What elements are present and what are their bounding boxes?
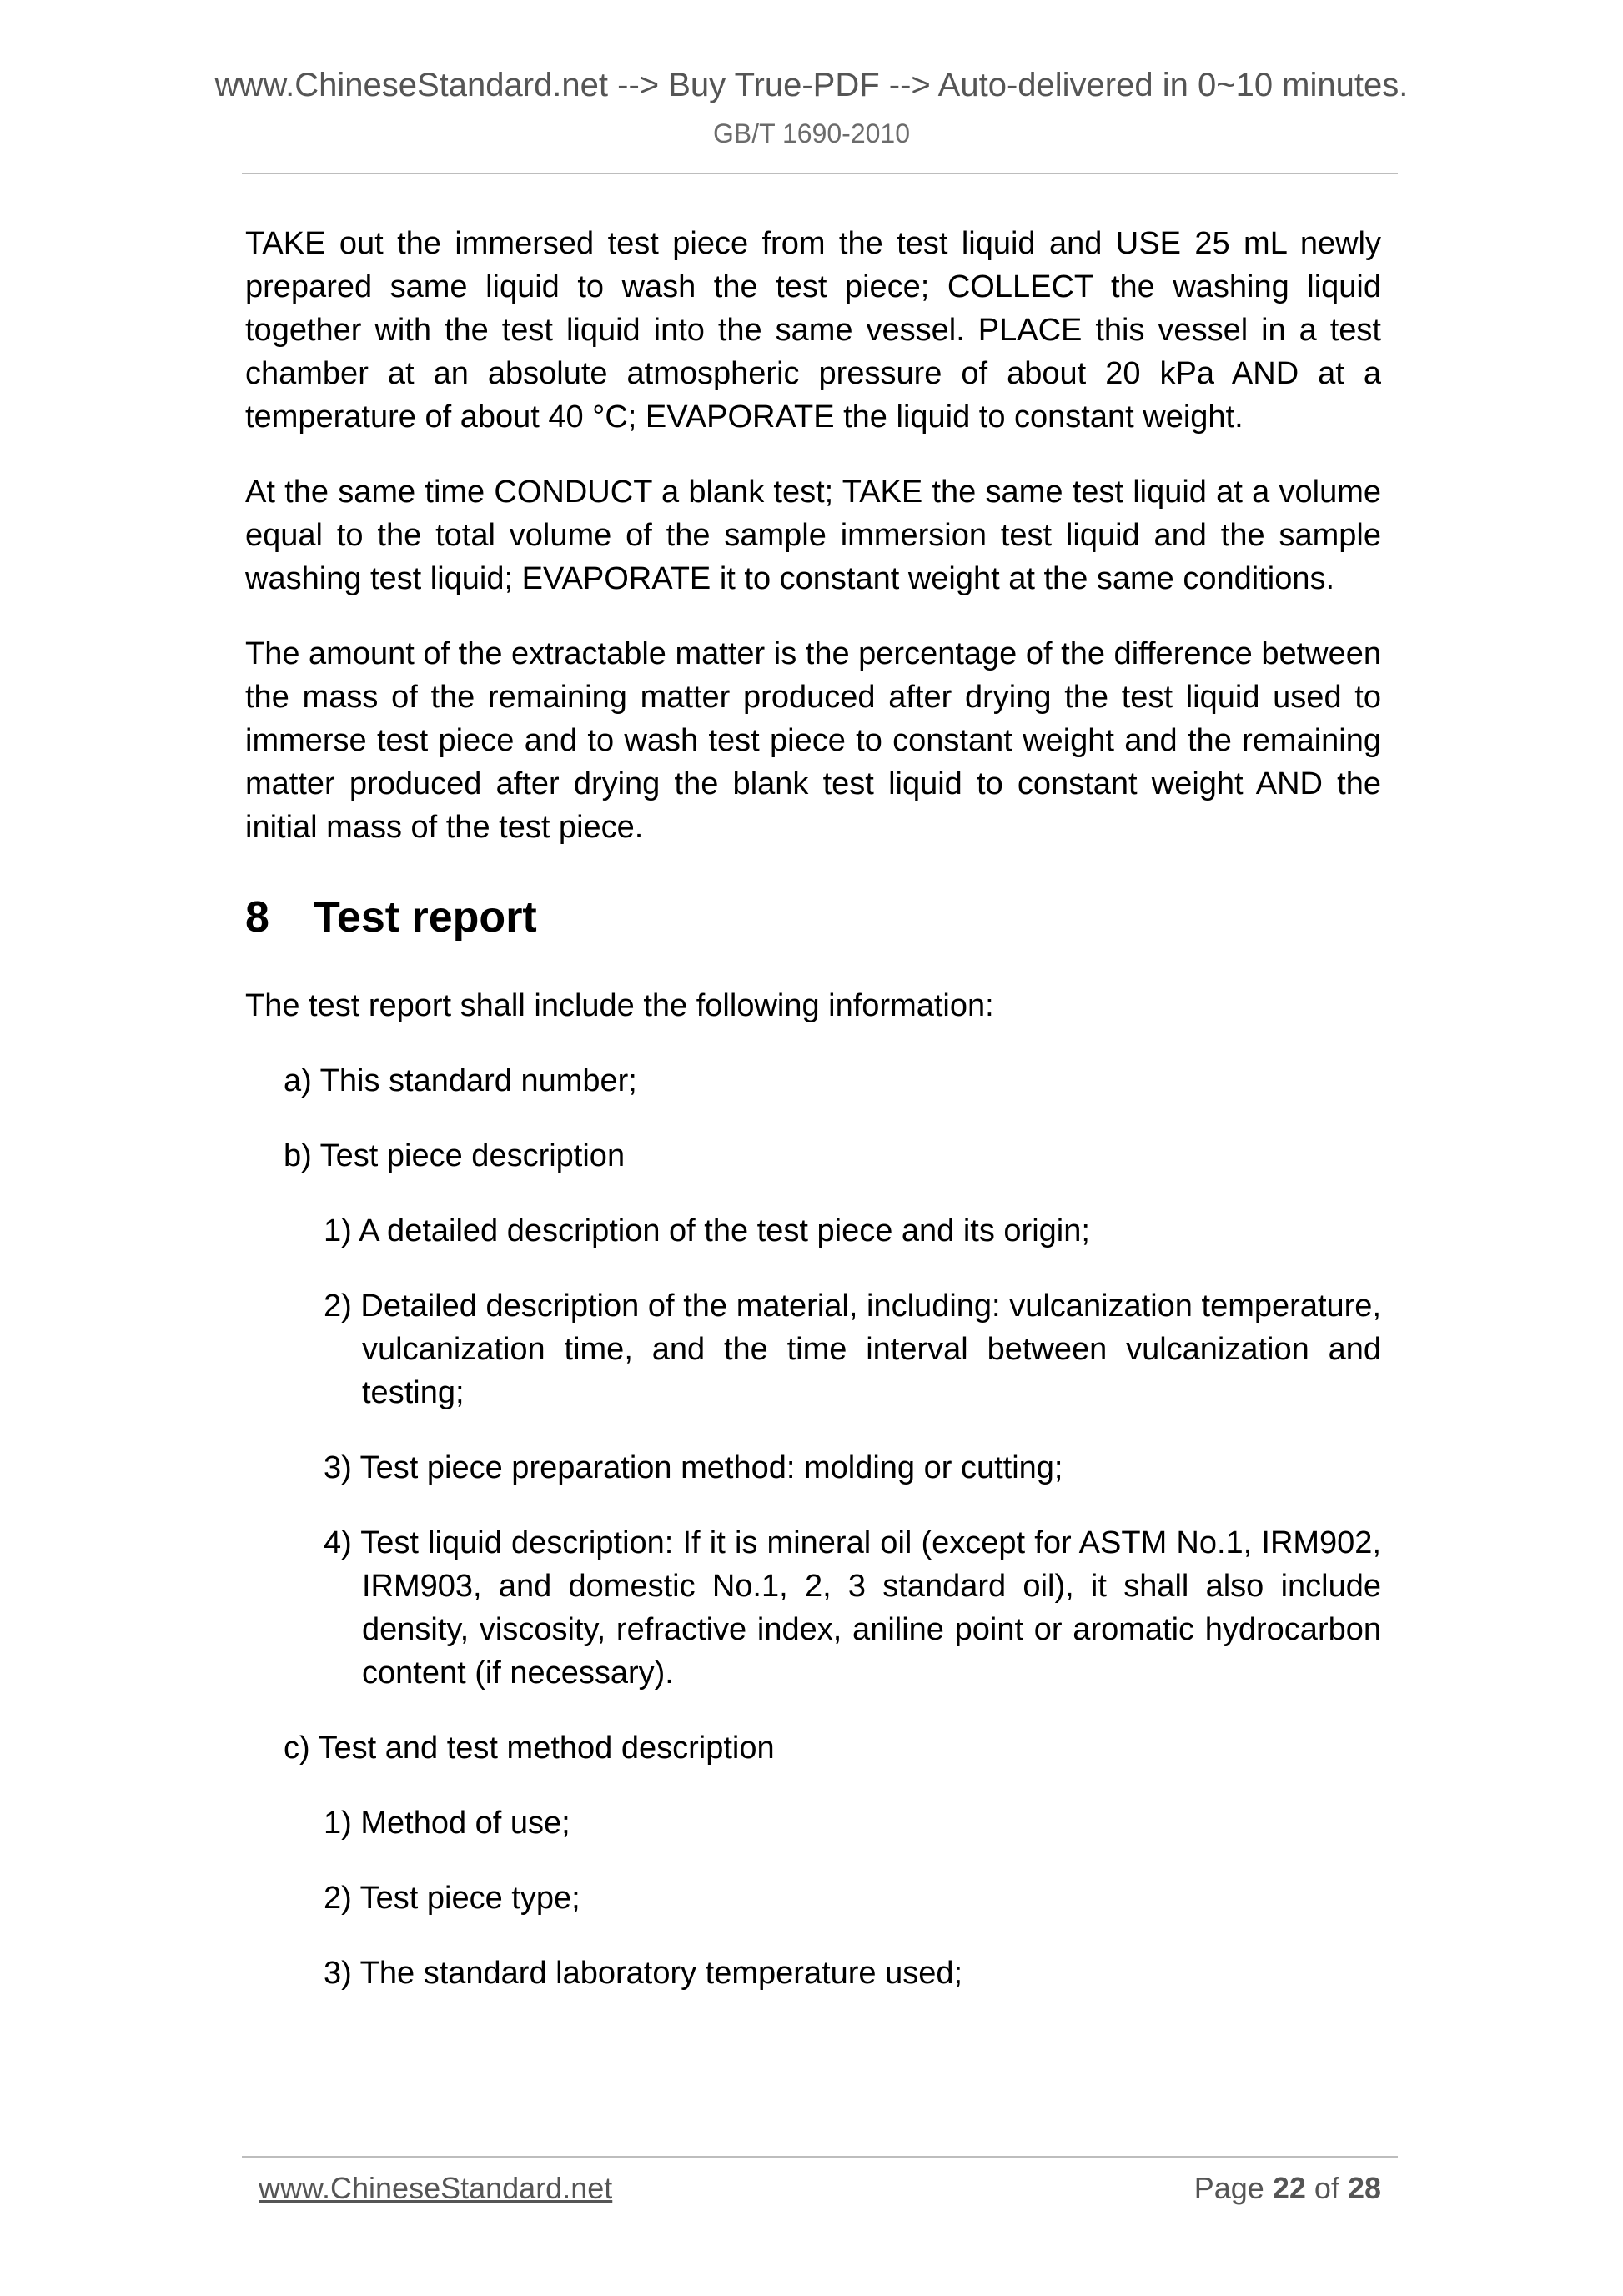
document-id: GB/T 1690-2010 (712, 118, 910, 148)
page-number (1194, 2170, 1381, 2207)
list-item-b4: 4) Test liquid description: If it is mineral oil (except for ASTM No.1, IRM902, IRM903, and domestic No.1, 2, 3 standard oil), it shall also include density, viscosity, refractive index, aniline point or aromatic hydrocarbon content (if necessary). (324, 1525, 1381, 1691)
footer-divider (242, 2156, 1398, 2158)
footer-website-link[interactable]: www.ChineseStandard.net (259, 2171, 613, 2205)
list-item-b2: 2) Detailed description of the material, including: vulcanization temperature, vulcanization time, and the time interval between vulcanization and testing; (324, 1289, 1381, 1410)
section-title: Test report (314, 893, 537, 942)
list-item-b3: 3) Test piece preparation method: molding or cutting; (324, 1450, 1063, 1485)
page-of-label: of (1314, 2171, 1339, 2205)
page-content (245, 222, 1381, 2027)
section-number: 8 (245, 893, 269, 942)
paragraph-extractable-matter: The amount of the extractable matter is the percentage of the difference between the mass of the remaining matter produced after drying the test liquid used to immerse test piece and to wash test piece to constant weight and the remaining matter produced after drying the blank test liquid to constant weight AND the initial mass of the test piece. (245, 636, 1381, 845)
list-item-b: b) Test piece description (284, 1138, 626, 1173)
paragraph-blank-test: At the same time CONDUCT a blank test; TAKE the same test liquid at a volume equal to the total volume of the sample immersion test liquid and the sample washing test liquid; EVAPORATE it to constant weight at the same conditions. (245, 475, 1381, 596)
header-banner: www.ChineseStandard.net --> Buy True-PDF --> Auto-delivered in 0~10 minutes. (214, 67, 1409, 103)
list-item-c3: 3) The standard laboratory temperature used; (324, 1956, 963, 1991)
header-divider (242, 173, 1398, 174)
list-item-c1: 1) Method of use; (324, 1806, 570, 1841)
report-intro: The test report shall include the following information: (245, 988, 994, 1023)
page-total: 28 (1347, 2171, 1381, 2205)
list-item-c2: 2) Test piece type; (324, 1881, 580, 1916)
page-label: Page (1193, 2171, 1264, 2205)
section-heading (245, 891, 1381, 944)
list-item-b1: 1) A detailed description of the test piece and its origin; (324, 1213, 1090, 1248)
page-current: 22 (1272, 2171, 1306, 2205)
list-item-a: a) This standard number; (284, 1063, 637, 1098)
list-item-c: c) Test and test method description (284, 1731, 775, 1766)
paragraph-procedure: TAKE out the immersed test piece from the test liquid and USE 25 mL newly prepared same liquid to wash the test piece; COLLECT the washing liquid together with the test liquid into the same vessel. PLACE this vessel in a test chamber at an absolute atmospheric pressure of about 20 kPa AND at a temperature of about 40 °C; EVAPORATE the liquid to constant weight. (245, 226, 1381, 435)
